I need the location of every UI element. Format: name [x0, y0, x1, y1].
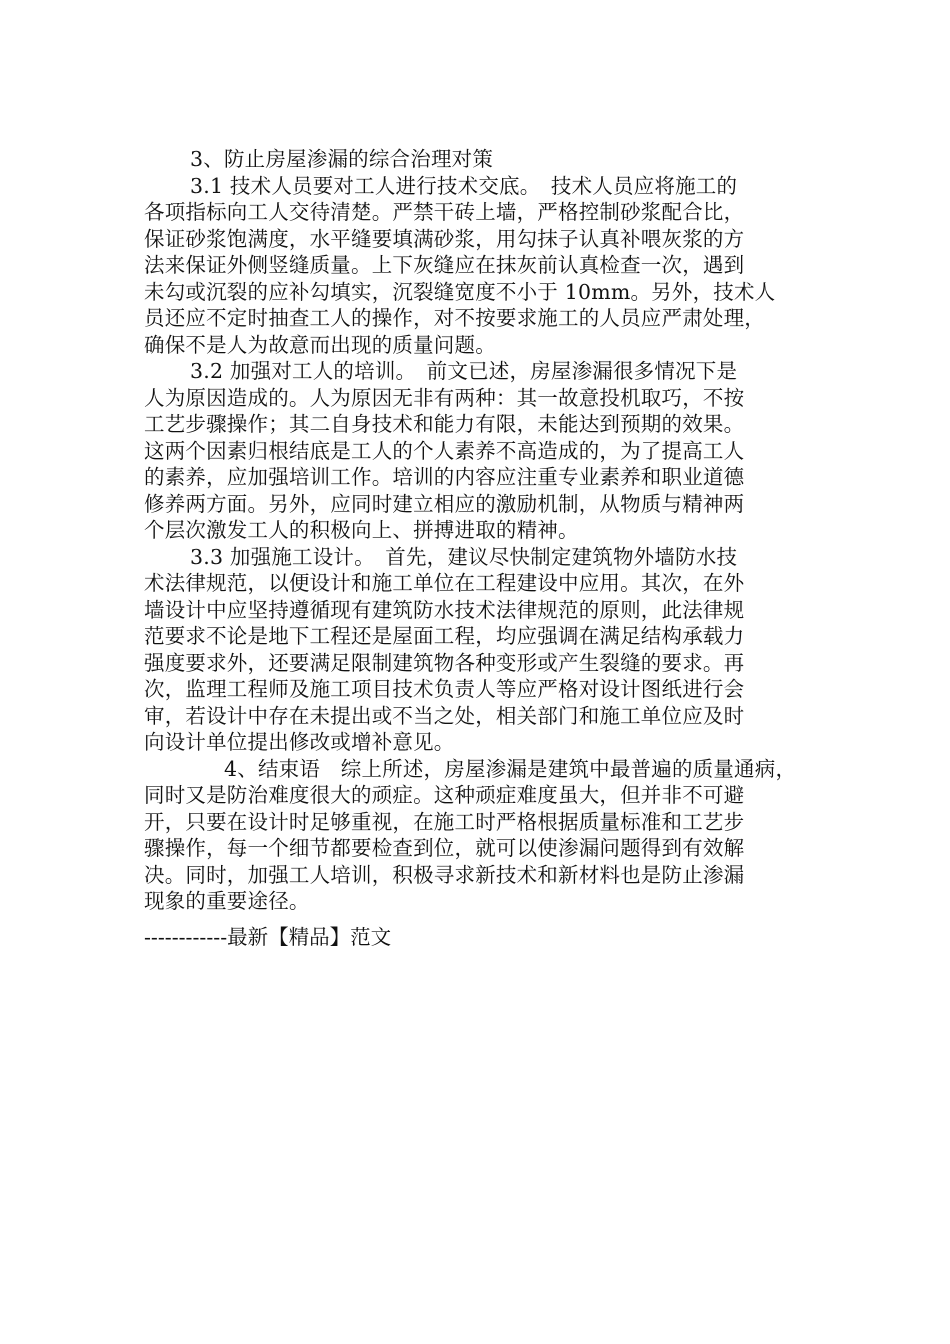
paragraph-line: 强度要求外，还要满足限制建筑物各种变形或产生裂缝的要求。再 — [144, 650, 745, 675]
footer-text: ------------最新【精品】范文 — [144, 925, 392, 949]
paragraph-line: 现象的重要途径。 — [144, 889, 310, 913]
paragraph-line: 保证砂浆饱满度，水平缝要填满砂浆，用勾抹子认真补喂灰浆的方 — [144, 226, 745, 251]
paragraph-line: 员还应不定时抽查工人的操作，对不按要求施工的人员应严肃处理， — [144, 306, 765, 330]
paragraph-line: 决。同时，加强工人培训，积极寻求新技术和新材料也是防止渗漏 — [144, 862, 745, 887]
paragraph-line: 这两个因素归根结底是工人的个人素养不高造成的，为了提高工人 — [144, 438, 745, 463]
paragraph-line: 3.3 加强施工设计。 首先，建议尽快制定建筑物外墙防水技 — [190, 544, 738, 569]
paragraph-line: 开，只要在设计时足够重视，在施工时严格根据质量标准和工艺步 — [144, 809, 745, 834]
paragraph-line: 各项指标向工人交待清楚。严禁干砖上墙，严格控制砂浆配合比， — [144, 200, 745, 224]
paragraph-line: 墙设计中应坚持遵循现有建筑防水技术法律规范的原则，此法律规 — [144, 597, 745, 622]
body-text — [144, 146, 834, 915]
paragraph-line: 人为原因造成的。人为原因无非有两种：其一故意投机取巧，不按 — [144, 385, 745, 410]
paragraph-line: 审，若设计中存在未提出或不当之处，相关部门和施工单位应及时 — [144, 703, 745, 728]
paragraph-line: 范要求不论是地下工程还是屋面工程，均应强调在满足结构承载力 — [144, 624, 745, 648]
paragraph-line: 确保不是人为故意而出现的质量问题。 — [144, 332, 496, 357]
paragraph-line: 同时又是防治难度很大的顽症。这种顽症难度虽大，但并非不可避 — [144, 783, 745, 807]
paragraph-line: 的素养，应加强培训工作。培训的内容应注重专业素养和职业道德 — [144, 465, 745, 489]
paragraph-line: 3.2 加强对工人的培训。 前文已述，房屋渗漏很多情况下是 — [190, 359, 738, 383]
section-heading-4: 4、结束语 综上所述，房屋渗漏是建筑中最普遍的质量通病， — [224, 756, 797, 781]
section-heading-3: 3、防止房屋渗漏的综合治理对策 — [190, 147, 494, 171]
paragraph-line: 向设计单位提出修改或增补意见。 — [144, 730, 455, 754]
paragraph-line: 次，监理工程师及施工项目技术负责人等应严格对设计图纸进行会 — [144, 677, 745, 701]
paragraph-line: 骤操作，每一个细节都要检查到位，就可以使渗漏问题得到有效解 — [144, 836, 745, 860]
paragraph-line: 术法律规范，以便设计和施工单位在工程建设中应用。其次，在外 — [144, 571, 745, 595]
paragraph-line: 法来保证外侧竖缝质量。上下灰缝应在抹灰前认真检查一次，遇到 — [144, 253, 745, 277]
paragraph-line: 工艺步骤操作；其二自身技术和能力有限，未能达到预期的效果。 — [144, 412, 745, 436]
paragraph-line: 3.1 技术人员要对工人进行技术交底。 技术人员应将施工的 — [190, 173, 738, 198]
paragraph-line: 修养两方面。另外，应同时建立相应的激励机制，从物质与精神两 — [144, 491, 745, 516]
paragraph-line: 未勾或沉裂的应补勾填实，沉裂缝宽度不小于 10mm。另外，技术人 — [144, 279, 776, 304]
paragraph-line: 个层次激发工人的积极向上、拼搏进取的精神。 — [144, 518, 579, 542]
